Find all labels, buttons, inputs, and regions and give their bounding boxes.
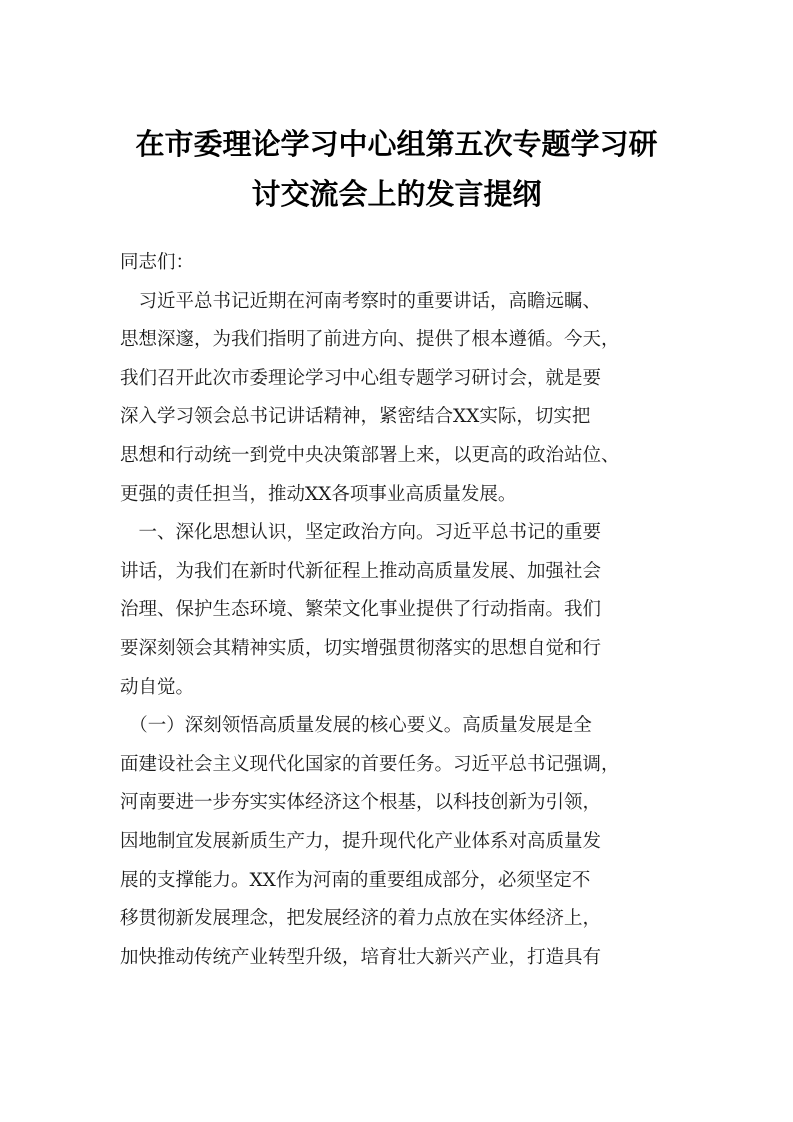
body-line: 移贯彻新发展理念，把发展经济的着力点放在实体经济上， [120, 908, 602, 930]
body-line: 动自觉。 [120, 676, 195, 698]
body-line: 面建设社会主义现代化国家的首要任务。习近平总书记强调， [120, 753, 620, 775]
body-line: 治理、保护生态环境、繁荣文化事业提供了行动指南。我们 [120, 599, 602, 621]
body-line: 要深刻领会其精神实质，切实增强贯彻落实的思想自觉和行 [120, 637, 602, 659]
body-line: 思想深邃，为我们指明了前进方向、提供了根本遵循。今天， [120, 329, 620, 351]
subsection-heading-line: （一）深刻领悟高质量发展的核心要义。高质量发展是全 [120, 715, 592, 737]
body-line: 讲话，为我们在新时代新征程上推动高质量发展、加强社会 [120, 560, 602, 582]
body-line: 因地制宜发展新质生产力，提升现代化产业体系对高质量发 [120, 830, 602, 852]
body-line: 更强的责任担当，推动XX各项事业高质量发展。 [120, 483, 517, 505]
body-line: 思想和行动统一到党中央决策部署上来，以更高的政治站位、 [120, 444, 620, 466]
body-line: 深入学习领会总书记讲话精神，紧密结合XX实际，切实把 [120, 406, 591, 428]
salutation: 同志们： [120, 252, 195, 273]
section-heading-line: 一、深化思想认识，坚定政治方向。习近平总书记的重要 [120, 522, 602, 544]
document-title-line-1: 在市委理论学习中心组第五次专题学习研 [135, 127, 658, 161]
body-line: 习近平总书记近期在河南考察时的重要讲话，高瞻远瞩、 [120, 290, 602, 312]
body-line: 我们召开此次市委理论学习中心组专题学习研讨会，就是要 [120, 367, 602, 389]
document-title-line-2: 讨交流会上的发言提纲 [251, 177, 542, 211]
body-line: 展的支撑能力。XX作为河南的重要组成部分，必须坚定不 [120, 869, 591, 891]
body-line: 加快推动传统产业转型升级，培育壮大新兴产业，打造具有 [120, 946, 602, 968]
document-body [120, 244, 680, 977]
body-line: 河南要进一步夯实实体经济这个根基，以科技创新为引领， [120, 792, 602, 814]
